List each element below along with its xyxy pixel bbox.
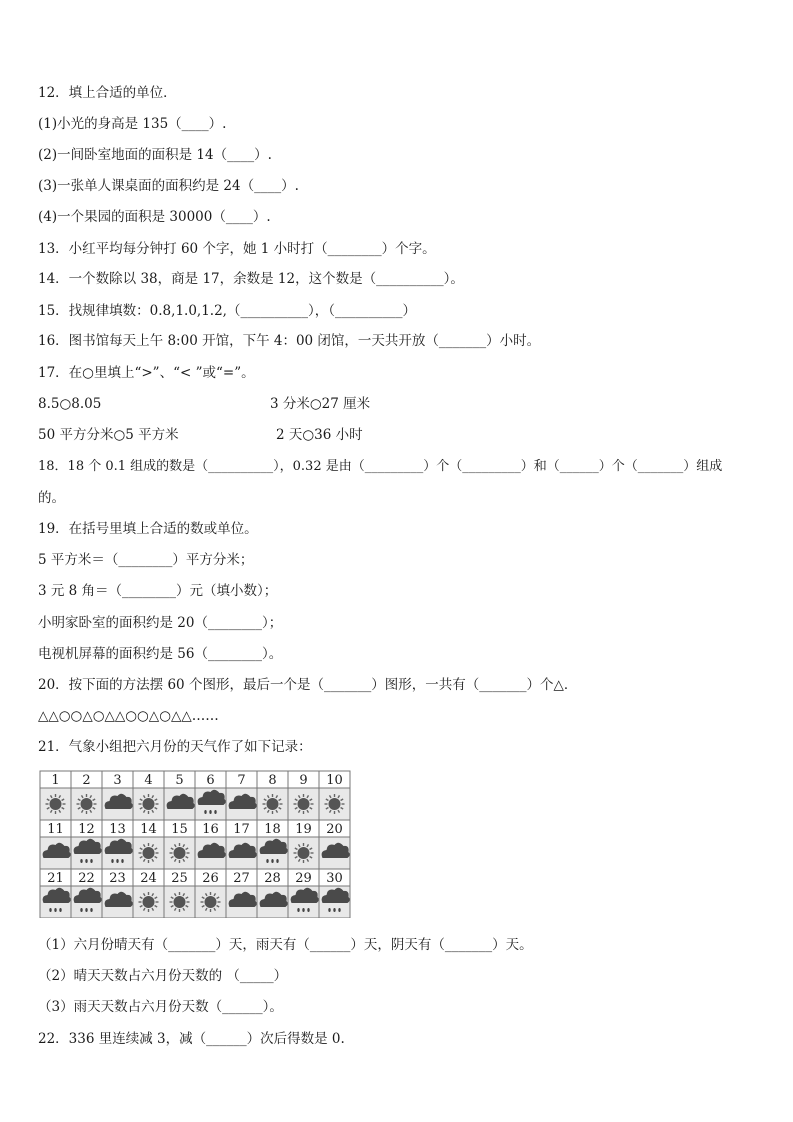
q14-text: 14．一个数除以 38，商是 17，余数是 12，这个数是（__________）。: [38, 271, 464, 287]
day-number: 29: [295, 871, 312, 886]
raindrop-icon: [307, 908, 309, 912]
day-number: 15: [171, 822, 188, 837]
raindrop-icon: [59, 908, 61, 912]
day-number: 8: [268, 773, 277, 788]
day-number: 4: [144, 773, 153, 788]
q19-title: 19．在括号里填上合适的数或单位。: [38, 521, 258, 537]
q18-line2: 的。: [38, 490, 65, 506]
day-number: 7: [237, 773, 246, 788]
day-number: 22: [78, 871, 95, 886]
raindrop-icon: [85, 859, 87, 863]
day-number: 19: [295, 822, 312, 837]
day-number: 9: [299, 773, 308, 788]
q19-item-4: 电视机屏幕的面积约是 56（________）。: [38, 646, 283, 662]
raindrop-icon: [276, 859, 278, 863]
q20-pattern: △△○○△○△△○○△○△△……: [38, 708, 219, 724]
q12-item-4: (4)一个果园的面积是 30000（____）.: [38, 209, 271, 225]
q21-title: 21．气象小组把六月份的天气作了如下记录：: [38, 739, 312, 755]
raindrop-icon: [80, 859, 82, 863]
raindrop-icon: [90, 908, 92, 912]
q17-row2-right: 2 天○36 小时: [276, 427, 363, 443]
day-number: 28: [264, 871, 281, 886]
raindrop-icon: [266, 859, 268, 863]
q20-line1: 20．按下面的方法摆 60 个图形，最后一个是（_______）图形，一共有（_______）个△．: [38, 677, 578, 693]
raindrop-icon: [214, 810, 216, 814]
raindrop-icon: [116, 859, 118, 863]
raindrop-icon: [90, 859, 92, 863]
day-number: 3: [113, 773, 122, 788]
raindrop-icon: [111, 859, 113, 863]
q16-text: 16．图书馆每天上午 8:00 开馆，下午 4：00 闭馆，一天共开放（_______）小时。: [38, 333, 541, 349]
q22-text: 22．336 里连续减 3，减（______）次后得数是 0.: [38, 1031, 345, 1047]
day-number: 27: [233, 871, 250, 886]
day-number: 13: [109, 822, 126, 837]
q19-item-3: 小明家卧室的面积约是 20（________）；: [38, 615, 283, 631]
q21-item-3: （3）雨天天数占六月份天数（______）。: [38, 999, 283, 1015]
day-number: 14: [140, 822, 157, 837]
q12-title: 12．填上合适的单位．: [38, 85, 177, 101]
q12-item-1: (1)小光的身高是 135（____）.: [38, 116, 227, 132]
day-number: 25: [171, 871, 188, 886]
q12-item-3: (3)一张单人课桌面的面积约是 24（____）.: [38, 178, 299, 194]
raindrop-icon: [204, 810, 206, 814]
q18-line1: 18．18 个 0.1 组成的数是（__________），0.32 是由（_________）个（_________）和（______）个（_______）组成: [38, 459, 723, 474]
day-number: 2: [82, 773, 91, 788]
weather-table-svg: [38, 770, 358, 918]
day-number: 23: [109, 871, 126, 886]
q21-item-1: （1）六月份晴天有（_______）天，雨天有（______）天，阴天有（_______）天。: [38, 937, 533, 953]
raindrop-icon: [49, 908, 51, 912]
raindrop-icon: [209, 810, 211, 814]
day-number: 20: [326, 822, 343, 837]
q21-item-2: （2）晴天天数占六月份天数的 （_____）: [38, 968, 288, 984]
day-number: 1: [51, 773, 60, 788]
q17-row1-left: 8.5○8.05: [38, 396, 102, 412]
raindrop-icon: [297, 908, 299, 912]
raindrop-icon: [333, 908, 335, 912]
day-number: 24: [140, 871, 157, 886]
raindrop-icon: [85, 908, 87, 912]
day-number: 10: [326, 773, 343, 788]
q17-row2-left: 50 平方分米○5 平方米: [38, 427, 179, 443]
day-number: 30: [326, 871, 343, 886]
day-number: 18: [264, 822, 281, 837]
q19-item-1: 5 平方米＝（________）平方分米；: [38, 552, 254, 568]
day-number: 21: [47, 871, 64, 886]
day-number: 12: [78, 822, 95, 837]
raindrop-icon: [80, 908, 82, 912]
q12-item-2: (2)一间卧室地面的面积是 14（____）.: [38, 147, 272, 163]
raindrop-icon: [328, 908, 330, 912]
day-number: 5: [175, 773, 184, 788]
day-number: 11: [47, 822, 64, 837]
raindrop-icon: [338, 908, 340, 912]
raindrop-icon: [54, 908, 56, 912]
q17-title: 17．在○里填上“>”、“< ”或“=”。: [38, 365, 255, 381]
q15-text: 15．找规律填数：0.8,1.0,1.2,（__________），（__________）: [38, 303, 416, 319]
q17-row1-right: 3 分米○27 厘米: [270, 396, 371, 412]
q13-text: 13．小红平均每分钟打 60 个字，她 1 小时打（________）个字。: [38, 241, 436, 257]
raindrop-icon: [302, 908, 304, 912]
raindrop-icon: [121, 859, 123, 863]
q19-item-2: 3 元 8 角＝（________）元（填小数）；: [38, 583, 278, 599]
day-number: 16: [202, 822, 219, 837]
raindrop-icon: [271, 859, 273, 863]
weather-table: [38, 770, 358, 918]
day-number: 6: [206, 773, 215, 788]
day-number: 17: [233, 822, 250, 837]
day-number: 26: [202, 871, 219, 886]
